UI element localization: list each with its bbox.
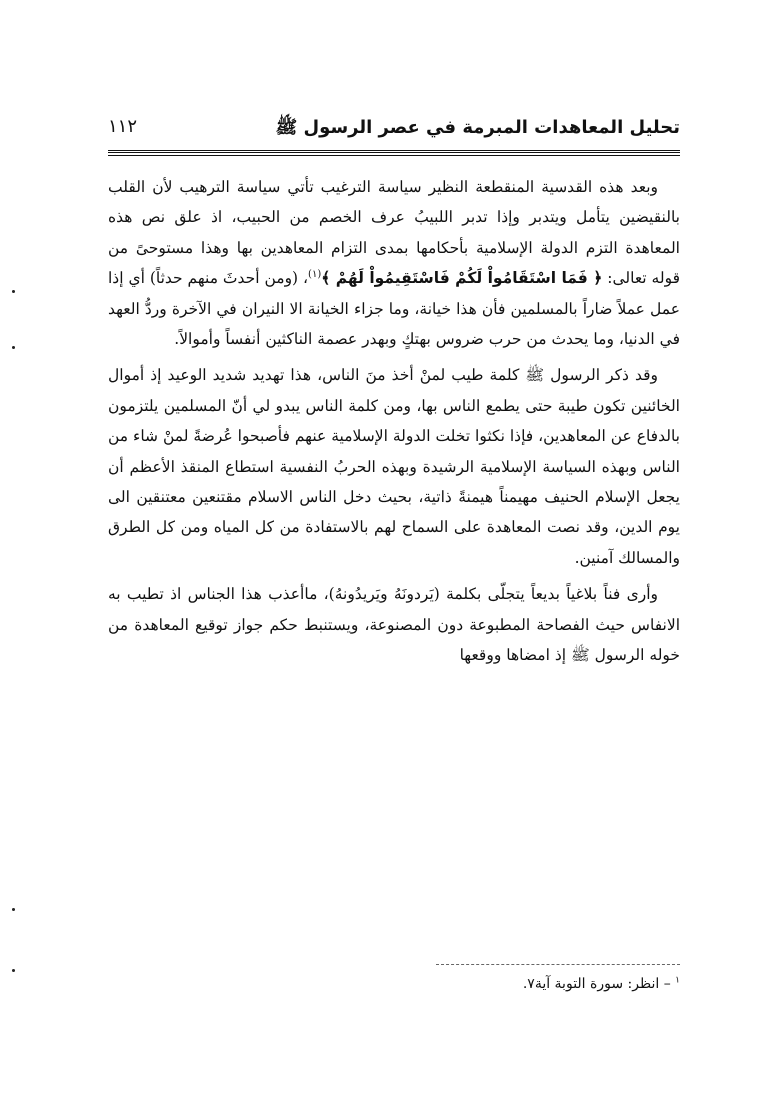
header-rule-single (108, 155, 680, 156)
paragraph-2: وقد ذكر الرسول ﷺ كلمة طيب لمنْ أخذ منَ الناس، هذا تهديد شديد الوعيد إذ أموال الخائنين تكون طيبة حتى يطمع الناس بها، ومن كلمة الناس يبدو لي أنّ المسلمين يلتزمون بالدفاع عن المعاهدين، فإذا نكثوا تخلت الدولة الإسلامية عنهم فأصبحوا عُرضةً لمنْ شاء من الناس وبهذه السياسة الإسلامية الرشيدة وبهذه الحربُ النفسية استطاع المنقذ الأعظم أن يجعل الإسلام الحنيف مهيمناً هيمنةً ذاتية، بحيث دخل الناس الاسلام مقتنعين معتنقين الى يوم الدين، وقد نصت المعاهدة على السماح لهم بالاستفادة من كل المياه ومن كل الطرق والمسالك آمنين. (108, 366, 680, 567)
body-text (108, 172, 680, 671)
footnote-separator (436, 964, 680, 965)
margin-mark (12, 290, 15, 293)
paragraph-1-text-b: ، (ومن أحدثَ منهم حدثاً) أي إذا عمل عملاً ضاراً بالمسلمين فأن هذا خيانة، وما جزاء الخيانة الا النيران في الآخرة وردُّ العهد في الدنيا، وما يحدث من حرب ضروس بهتكٍ وبهدر عصمة الناكثين أنفساً وأموالاً. (108, 269, 680, 349)
margin-mark (12, 969, 15, 972)
margin-mark (12, 908, 15, 911)
paragraph-3: وأرى فناً بلاغياً بديعاً يتجلّى بكلمة (يَردونَهُ ويَريدُونهُ)، ماأعذب هذا الجناس اذ تطيب به الانفاس حيث الفصاحة المطبوعة دون المصنوعة، ويستنبط حكم جواز توقيع المعاهدة من خوله الرسول ﷺ إذ امضاها ووقعها (108, 585, 680, 665)
paragraph-1-text-a: وبعد هذه القدسية المنقطعة النظير سياسة الترغيب تأتي سياسة الترهيب لأن القلب بالنقيضين يتأمل ويتدبر وإذا تدبر اللبيبُ عرف الخصم من الحبيب، اذ علق نص هذه المعاهدة التزم الدولة الإسلامية بأحكامها بمدى التزام المعاهدين بها وهذا مستوحىً من قوله تعالى: (108, 178, 680, 288)
footnote (300, 976, 680, 992)
header-title: تحليل المعاهدات المبرمة في عصر الرسول ﷺ (275, 117, 680, 138)
quran-verse: ﴿ فَمَا اسْتَقَامُواْ لَكُمْ فَاسْتَقِيمُواْ لَهُمْ ﴾ (321, 269, 603, 288)
page-number: ١١٢ (108, 116, 138, 137)
footnote-reference[interactable]: (١) (308, 269, 322, 281)
header-rule-double (108, 150, 680, 153)
footnote-text: – انظر: سورة التوبة آية٧. (522, 976, 671, 992)
margin-mark (12, 346, 15, 349)
footnote-number: ١ (675, 975, 680, 986)
paragraph-1 (108, 172, 680, 354)
running-header (108, 112, 680, 144)
